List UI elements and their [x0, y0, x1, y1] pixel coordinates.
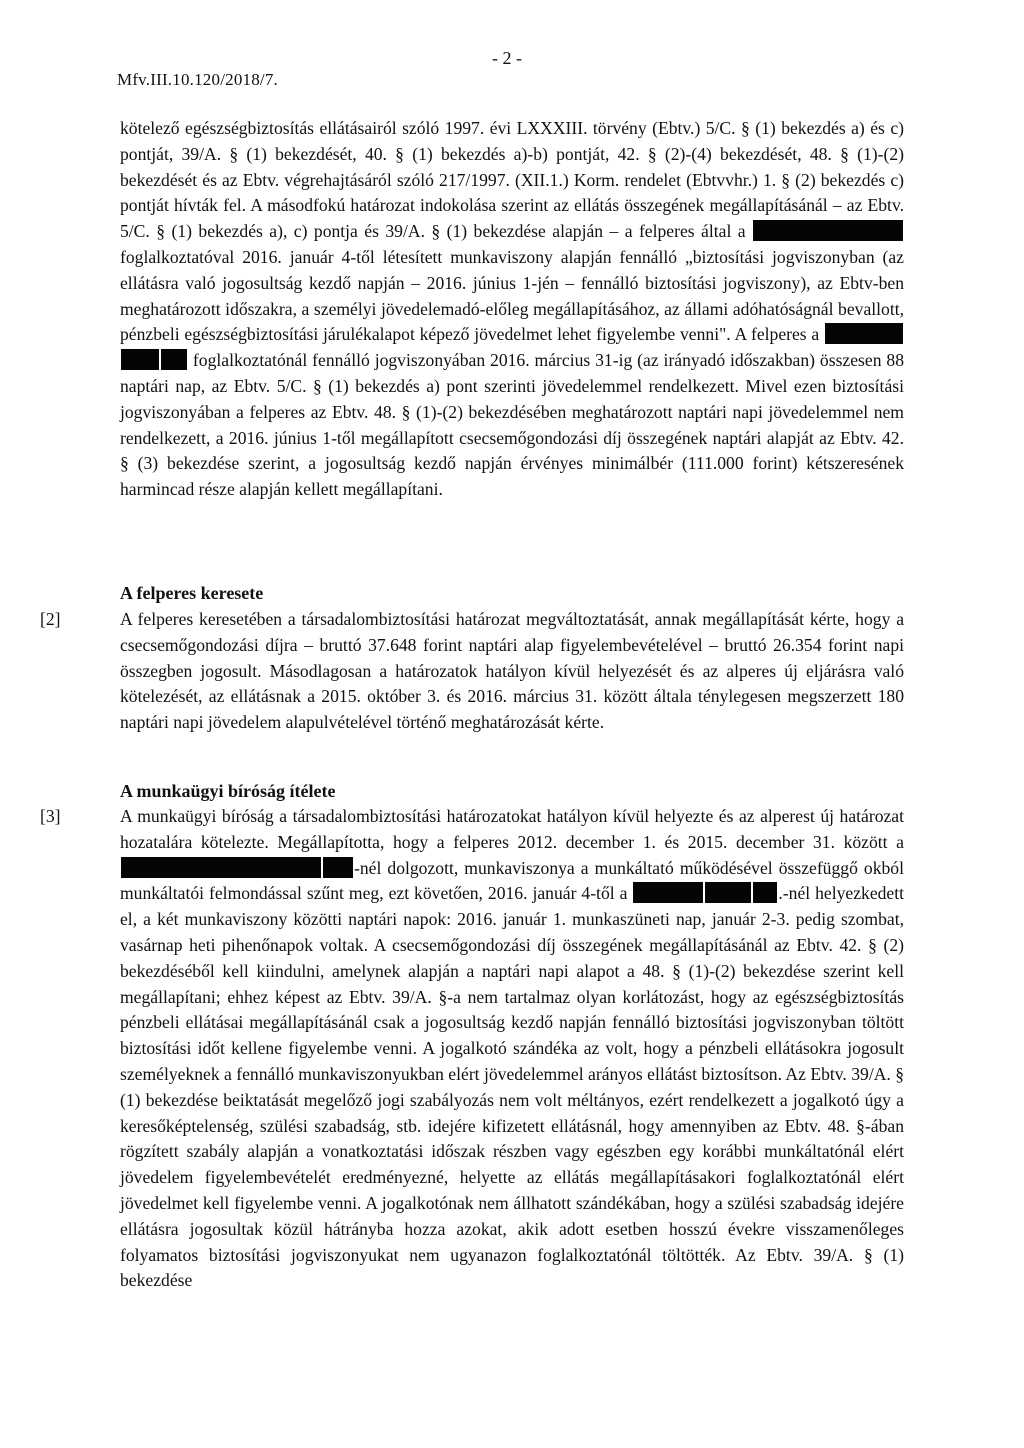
case-number: Mfv.III.10.120/2018/7.: [117, 70, 279, 89]
intro-text-3: foglalkoztatónál fennálló jogviszonyában 2016. március 31-ig (az irányadó időszakban) összesen 88 naptári nap, az Ebtv. 5/C. § (1) bekezdés a) pont szerinti jövedelemmel rendelkezett. Mivel ezen biztosítási jogviszonyában a felperes az Ebtv. 48. § (1)-(2) bekezdésében meghatározott naptári napi jövedelemmel nem rendelkezett, a 2016. június 1-től megállapított csecsemőgondozási díj összegének naptári alapját az Ebtv. 42. § (3) bekezdése szerint, a jogosultság kezdő napján érvényes minimálbér (111.000 forint) kétszeresének harmincad része alapján kellett megállapítani.: [120, 350, 904, 500]
claim-paragraph: A felperes keresetében a társadalombiztosítási határozat megváltoztatását, annak megállapítását kérte, hogy a csecsemőgondozási díjra – bruttó 37.648 forint naptári alap figyelembevételével – bruttó 26.354 forint napi összegben jogosult. Másodlagosan a határozatok hatályon kívül helyezését és az alperes új eljárásra való kötelezését, az ellátásnak a 2015. október 3. és 2016. március 31. között általa ténylegesen megszerzett 180 naptári napi jövedelem alapulvételével történő meghatározását kérte.: [120, 609, 904, 733]
redaction-bar: [121, 857, 321, 878]
intro-text-1: kötelező egészségbiztosítás ellátásairól szóló 1997. évi LXXXIII. törvény (Ebtv.) 5/C. § (1) bekezdés a) és c) pontját, 39/A. § (1) bekezdését, 40. § (1) bekezdés a)-b) pontját, 42. § (2)-(4) bekezdését, 48. § (1)-(2) bekezdését és az Ebtv. végrehajtásáról szóló 217/1997. (XII.1.) Korm. rendelet (Ebtvvhr.) 1. § (2) bekezdés c) pontját hívták fel. A másodfokú határozat indokolása szerint az ellátás összegének megállapításánál – az Ebtv. 5/C. § (1) bekezdés a), c) pontja és 39/A. § (1) bekezdése alapján – a felperes által a: [120, 118, 904, 242]
judgment-text-2: -nél dolgozott, munkaviszonya a munkáltató működésével összefüggő okból munkáltatói felmondással szűnt meg, ezt követően, 2016. január 4-től a: [120, 857, 904, 904]
redaction-bar: [633, 882, 703, 903]
redaction-bar: [161, 349, 187, 370]
paragraph-number: [3]: [40, 806, 61, 826]
redaction-bar: [323, 857, 353, 878]
redaction-bar: [121, 349, 159, 370]
redaction-bar: [825, 323, 903, 344]
redaction-bar: [753, 220, 903, 241]
intro-text-2: foglalkoztatóval 2016. január 4-től létesített munkaviszony alapján fennálló „biztosítási jogviszonyban (az ellátásra való jogosultság kezdő napján – 2016. június 1-jén – fennálló biztosítási jogviszony), az Ebtv-ben meghatározott időszakra, a személyi jövedelemadó-előleg megállapításához, az állami adóhatóságnál bevallott, pénzbeli egészségbiztosítási járulékalapot képező jövedelmet lehet figyelembe venni". A felperes a: [120, 246, 904, 345]
redaction-bar: [705, 882, 751, 903]
intro-paragraph: [120, 116, 904, 503]
redaction-bar: [753, 882, 777, 903]
judgment-paragraph: [120, 804, 904, 1294]
paragraph-number: [2]: [40, 609, 61, 629]
section-heading-judgment: A munkaügyi bíróság ítélete: [120, 781, 336, 801]
section-heading-claim: A felperes keresete: [120, 583, 264, 603]
page-number: - 2 -: [492, 48, 522, 68]
judgment-text-3: .-nél helyezkedett el, a két munkaviszony közötti naptári napok: 2016. január 1. munkaszüneti nap, január 2-3. pedig szombat, vasárnap heti pihenőnapok voltak. A csecsemőgondozási díj összegének megállapításánál az Ebtv. 42. § (2) bekezdéséből kell kiindulni, amelynek alapján a naptári napi alapot a 48. § (1)-(2) bekezdése szerint kell megállapítani; ehhez képest az Ebtv. 39/A. §-a nem tartalmaz olyan korlátozást, hogy az egészségbiztosítás pénzbeli ellátásai megállapításánál csak a jogosultság kezdő napján fennálló biztosítási jogviszonyban töltött biztosítási időt kellene figyelembe venni. A jogalkotó szándéka az volt, hogy a pénzbeli ellátásokra jogosult személyeknek a fennálló munkaviszonyukban elért jövedelemmel arányos ellátást biztosítson. Az Ebtv. 39/A. § (1) bekezdése beiktatását megelőző jogi szabályozás nem volt méltányos, ezért rendelkezett a jogalkotó úgy a keresőképtelenség, szülési szabadság, stb. idejére kifizetett ellátásnál, hogy amennyiben az Ebtv. 48. §-ában rögzített szabály alapján a vonatkoztatási időszak részben vagy egészben egy korábbi munkáltatónál elért jövedelem figyelembevételét eredményezné, helyette az ellátás megállapításakori foglalkoztatónál elért jövedelmet kell figyelembe venni. A jogalkotónak nem állhatott szándékában, hogy a szülési szabadság idejére ellátásra jogosultak közül hátrányba hozza azokat, akik adott esetben hosszú évekre visszamenőleges folyamatos biztosítási jogviszonyukat nem ugyanazon foglalkoztatónál töltötték. Az Ebtv. 39/A. § (1) bekezdése: [120, 883, 905, 1291]
judgment-text-1: A munkaügyi bíróság a társadalombiztosítási határozatokat hatályon kívül helyezte és az alperest új határozat hozatalára kötelezte. Megállapította, hogy a felperes 2012. december 1. és 2015. december 31. között a: [120, 806, 904, 852]
